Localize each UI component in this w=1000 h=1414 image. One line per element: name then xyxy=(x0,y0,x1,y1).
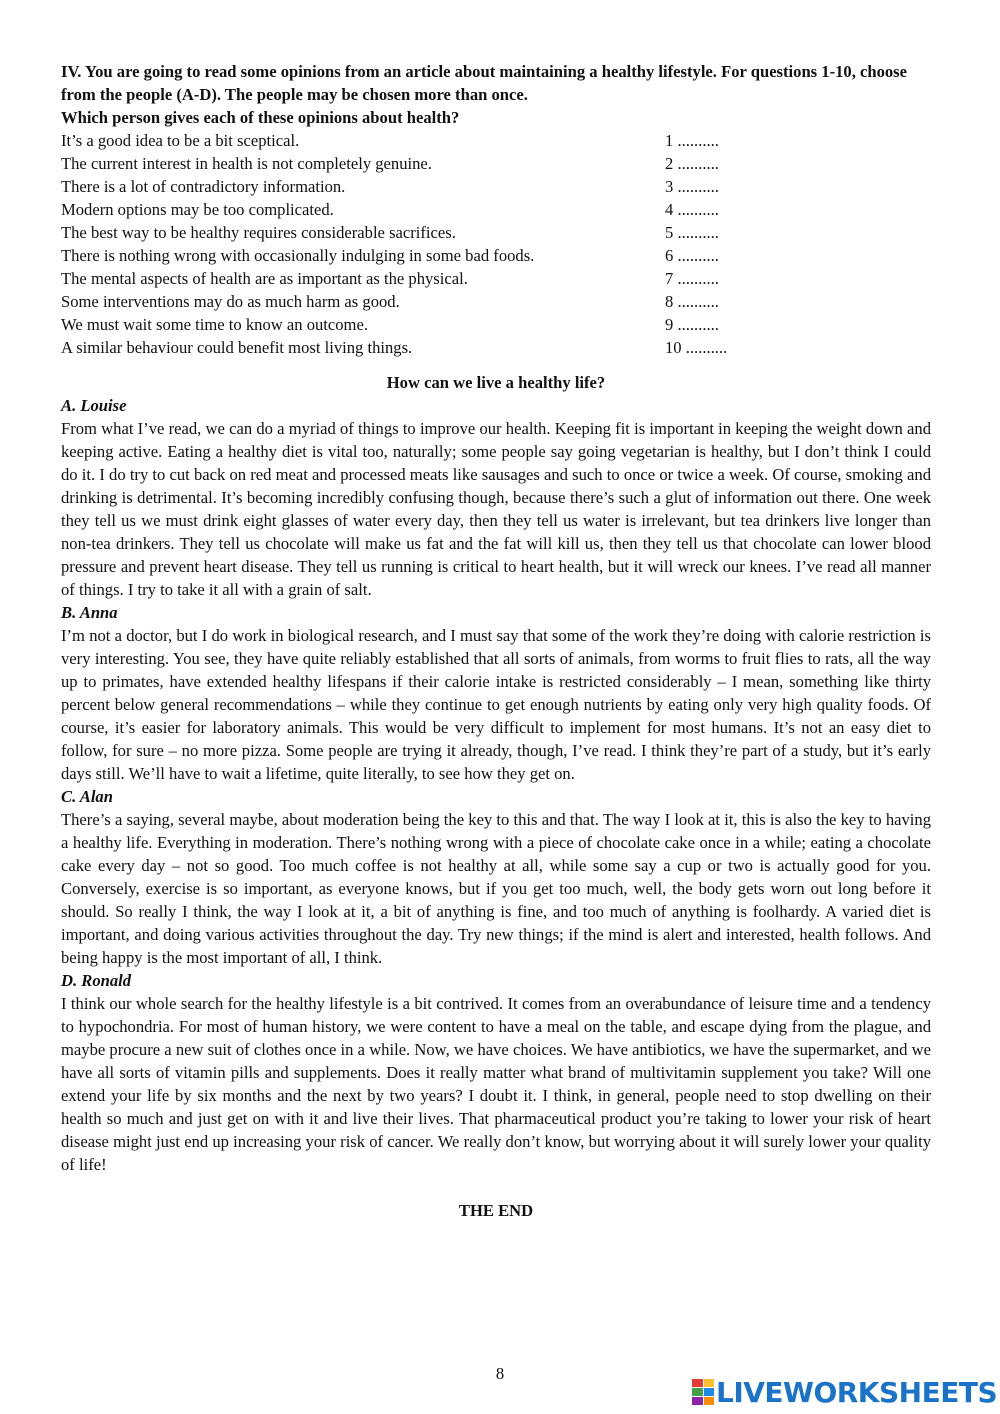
page-number: 8 xyxy=(495,1364,505,1383)
question-row xyxy=(61,129,931,152)
question-row xyxy=(61,175,931,198)
question-text: There is nothing wrong with occasionally indulging in some bad foods. xyxy=(61,246,535,265)
answer-blank[interactable]: 8 .......... xyxy=(665,292,719,311)
question-row xyxy=(61,221,931,244)
article-section-ronald xyxy=(61,969,931,1176)
question-text: The mental aspects of health are as important as the physical. xyxy=(61,269,468,288)
answer-blank[interactable]: 3 .......... xyxy=(665,177,719,196)
answer-blank[interactable]: 9 .......... xyxy=(665,315,719,334)
instructions-text: IV. You are going to read some opinions from an article about maintaining a healthy lifestyle. For questions 1-10, choose from the people (A-D). The people may be chosen more than once. xyxy=(61,62,908,104)
answer-blank[interactable]: 6 .......... xyxy=(665,246,719,265)
question-row xyxy=(61,336,931,359)
answer-blank[interactable]: 10 .......... xyxy=(665,338,728,357)
question-text: There is a lot of contradictory information. xyxy=(61,177,346,196)
answer-blank[interactable]: 1 .......... xyxy=(665,131,719,150)
question-text: A similar behaviour could benefit most living things. xyxy=(61,338,413,357)
brand-name: LIVEWORKSHEETS xyxy=(716,1375,998,1409)
question-text: Some interventions may do as much harm as good. xyxy=(61,292,400,311)
answer-blank[interactable]: 2 .......... xyxy=(665,154,719,173)
question-row xyxy=(61,152,931,175)
article-section-anna xyxy=(61,601,931,785)
question-text: It’s a good idea to be a bit sceptical. xyxy=(61,131,300,150)
answer-blank[interactable]: 5 .......... xyxy=(665,223,719,242)
liveworksheets-logo-icon xyxy=(692,1379,714,1405)
question-text: We must wait some time to know an outcome. xyxy=(61,315,368,334)
worksheet-page xyxy=(61,60,931,1222)
speaker-paragraph: I’m not a doctor, but I do work in biological research, and I must say that some of the work they’re doing with calorie restriction is very interesting. You see, they have quite reliably established that all sorts of animals, from worms to fruit flies to rats, all the way up to primates, have extended healthy lifespans if their calorie intake is restricted considerably – I mean, something like thirty percent below general recommendations – while they continue to get enough nutrients by eating only very high quality foods. Of course, it’s easier for laboratory animals. This would be very difficult to implement for most humans. It’s not an easy diet to follow, for sure – no more pizza. Some people are trying it already, though, I’ve read. I think they’re part of a study, but it’s early days still. We’ll have to wait a lifetime, quite literally, to see how they get on. xyxy=(61,626,931,783)
speaker-paragraph: There’s a saying, several maybe, about moderation being the key to this and that. The way I look at it, this is also the key to having a healthy life. Everything in moderation. There’s nothing wrong with a piece of chocolate cake once in a while; eating a chocolate cake every day – not so good. Too much coffee is not healthy at all, while some say a cup or two is actually good for you. Conversely, exercise is so important, as everyone knows, but if you get too much, well, the body gets worn out long before it should. So really I think, the way I look at it, a bit of anything is fine, and too much of anything is foolhardy. A varied diet is important, and doing various activities throughout the day. Try new things; if the mind is alert and interested, health follows. And being happy is the most important of all, I think. xyxy=(61,810,931,967)
article-title: How can we live a healthy life? xyxy=(386,373,606,392)
question-row xyxy=(61,290,931,313)
the-end-heading: THE END xyxy=(458,1201,534,1220)
question-text: The current interest in health is not completely genuine. xyxy=(61,154,432,173)
speaker-name: C. Alan xyxy=(61,787,113,806)
article-section-louise xyxy=(61,394,931,601)
answer-blank[interactable]: 4 .......... xyxy=(665,200,719,219)
speaker-paragraph: I think our whole search for the healthy lifestyle is a bit contrived. It comes from an overabundance of leisure time and a tendency to hypochondria. For most of human history, we were content to have a meal on the table, and escape dying from the plague, and maybe procure a new suit of clothes once in a while. Now, we have choices. We have antibiotics, we have the supermarket, and we have all sorts of vitamin pills and supplements. Does it really matter what brand of multivitamin supplement you take? Will one extend your life by six months and the next by two years? I doubt it. I think, in general, people need to stop dwelling on their health so much and just get on with it and live their lives. That pharmaceutical product you’re taking to lower your risk of heart disease might just end up increasing your risk of cancer. We really don’t know, but worrying about it will surely lower your quality of life! xyxy=(61,994,931,1174)
answer-blank[interactable]: 7 .......... xyxy=(665,269,719,288)
liveworksheets-brand[interactable] xyxy=(692,1375,997,1409)
question-list xyxy=(61,129,931,359)
article-section-alan xyxy=(61,785,931,969)
speaker-name: A. Louise xyxy=(61,396,127,415)
speaker-name: D. Ronald xyxy=(61,971,132,990)
instructions-question: Which person gives each of these opinions about health? xyxy=(61,108,460,127)
question-text: Modern options may be too complicated. xyxy=(61,200,334,219)
instructions xyxy=(61,60,931,129)
question-row xyxy=(61,313,931,336)
question-row xyxy=(61,244,931,267)
question-row xyxy=(61,198,931,221)
speaker-paragraph: From what I’ve read, we can do a myriad of things to improve our health. Keeping fit is important in keeping the weight down and keeping active. Eating a healthy diet is vital too, naturally; some people say going vegetarian is healthy, but I don’t think I could do it. I do try to cut back on red meat and processed meats like sausages and such to once or twice a week. Of course, smoking and drinking is detrimental. It’s becoming incredibly confusing though, because there’s such a glut of information out there. One week they tell us we must drink eight glasses of water every day, then they tell us water is irrelevant, but tea drinkers live longer than non-tea drinkers. They tell us chocolate will make us fat and the fat will kill us, then they tell us that chocolate can lower blood pressure and prevent heart disease. They tell us running is critical to heart health, but it will wreck our knees. I’ve read all manner of things. I try to take it all with a grain of salt. xyxy=(61,419,931,599)
question-row xyxy=(61,267,931,290)
speaker-name: B. Anna xyxy=(61,603,118,622)
question-text: The best way to be healthy requires considerable sacrifices. xyxy=(61,223,456,242)
